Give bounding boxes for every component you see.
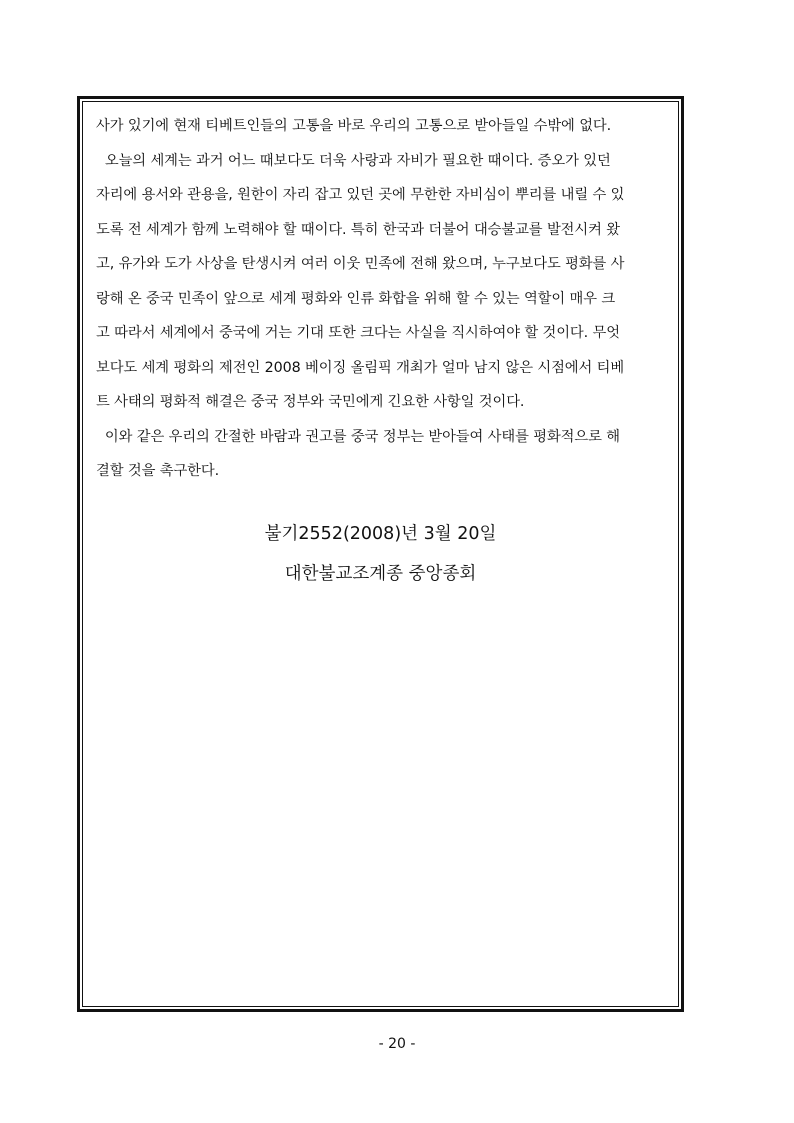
body-line: 자리에 용서와 관용을, 원한이 자리 잡고 있던 곳에 무한한 자비심이 뿌리를 내릴 수 있	[96, 187, 625, 203]
body-line: 결할 것을 촉구한다.	[96, 463, 220, 479]
page-number: - 20 -	[378, 1036, 416, 1052]
body-line: 트 사태의 평화적 해결은 중국 정부와 국민에게 긴요한 사항일 것이다.	[96, 394, 525, 410]
signature-date: 불기2552(2008)년 3월 20일	[264, 524, 497, 544]
body-line: 고, 유가와 도가 사상을 탄생시켜 여러 이웃 민족에 전해 왔으며, 누구보다도 평화를 사	[96, 256, 625, 272]
body-line: 사가 있기에 현재 티베트인들의 고통을 바로 우리의 고통으로 받아들일 수밖에 없다.	[96, 118, 612, 134]
body-line: 보다도 세계 평화의 제전인 2008 베이징 올림픽 개최가 얼마 남지 않은 시점에서 티베	[96, 359, 625, 376]
statement-body	[96, 109, 666, 489]
body-line: 오늘의 세계는 과거 어느 때보다도 더욱 사랑과 자비가 필요한 때이다. 증오가 있던	[96, 152, 611, 169]
body-line: 고 따라서 세계에서 중국에 거는 기대 또한 크다는 사실을 직시하여야 할 것이다. 무엇	[96, 325, 620, 341]
body-line: 랑해 온 중국 민족이 앞으로 세계 평화와 인류 화합을 위해 할 수 있는 역할이 매우 크	[96, 290, 616, 307]
signature-organization: 대한불교조계종 중앙종회	[284, 564, 477, 584]
body-line: 이와 같은 우리의 간절한 바람과 권고를 중국 정부는 받아들여 사태를 평화적으로 해	[96, 428, 620, 445]
body-line: 도록 전 세계가 함께 노력해야 할 때이다. 특히 한국과 더불어 대승불교를 발전시켜 왔	[96, 221, 620, 238]
